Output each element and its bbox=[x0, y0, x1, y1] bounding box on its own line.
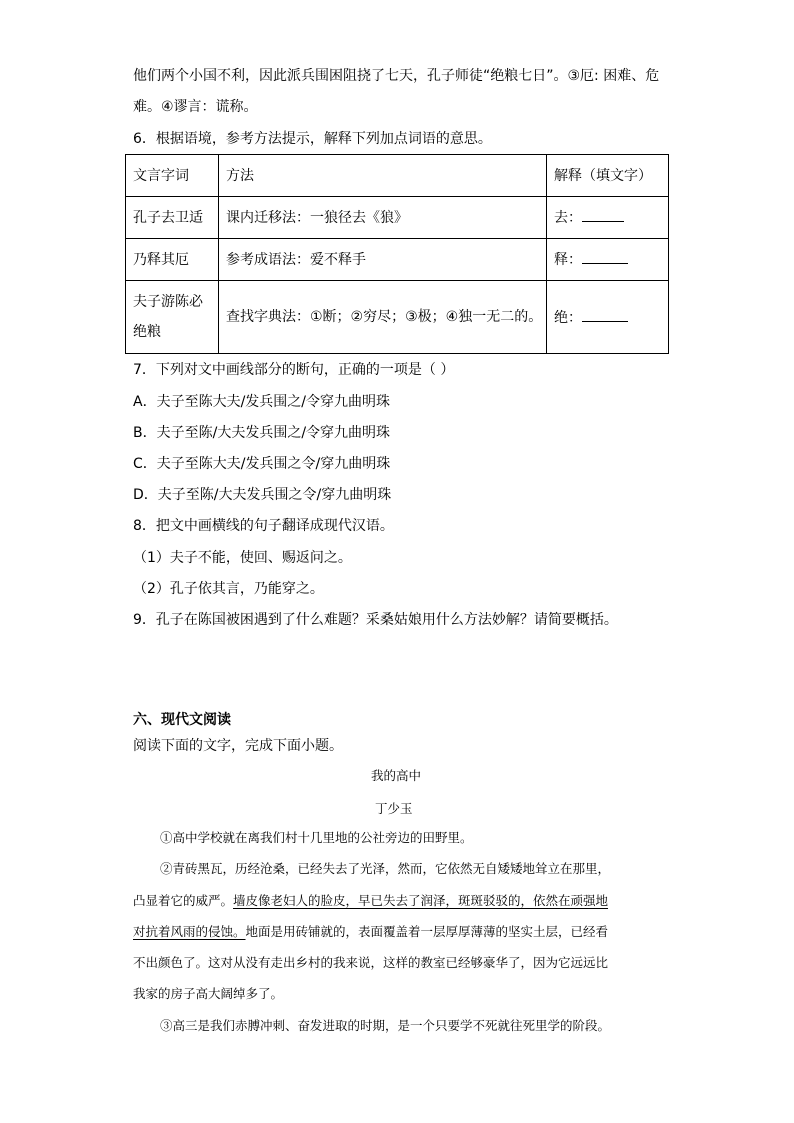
intro-line-2: 难。④谬言：谎称。 bbox=[133, 99, 258, 115]
table-cell-method: 参考成语法：爱不释手 bbox=[219, 239, 547, 281]
paragraph-1: ①高中学校就在离我们村十几里地的公社旁边的田野里。 bbox=[160, 830, 473, 845]
paragraph-2-line bbox=[133, 923, 608, 941]
underlined-text: 墙皮像老妇人的脸皮，早已失去了润泽，斑斑驳驳的，依然在顽强地 bbox=[233, 893, 609, 908]
table-cell-word: 乃释其厄 bbox=[126, 239, 219, 281]
table-cell-word bbox=[126, 281, 219, 354]
plain-text: 凸显着它的威严。 bbox=[133, 893, 234, 908]
table-header-row bbox=[126, 155, 669, 197]
table-cell-answer bbox=[547, 239, 669, 281]
question-8-item: （1）夫子不能，使回、赐返问之。 bbox=[133, 550, 352, 566]
table-cell-method: 查找字典法：①断；②穷尽；③极；④独一无二的。 bbox=[219, 281, 547, 354]
question-9-prompt: 9．孔子在陈国被困遇到了什么难题？采桑姑娘用什么方法妙解？请简要概括。 bbox=[133, 612, 618, 628]
question-8-prompt: 8．把文中画横线的句子翻译成现代汉语。 bbox=[133, 518, 394, 534]
vocab-table bbox=[125, 154, 669, 354]
paragraph-2-line: 不出颜色了。这对从没有走出乡村的我来说，这样的教室已经够豪华了，因为它远远比 bbox=[133, 955, 609, 970]
question-6-prompt: 6．根据语境，参考方法提示，解释下列加点词语的意思。 bbox=[133, 131, 492, 147]
article-title: 我的高中 bbox=[371, 768, 422, 783]
table-cell-word: 孔子去卫适 bbox=[126, 197, 219, 239]
answer-label: 绝： bbox=[554, 309, 582, 326]
option-d[interactable]: D．夫子至陈/大夫发兵围之令/穿九曲明珠 bbox=[133, 487, 392, 503]
answer-blank[interactable] bbox=[582, 307, 628, 322]
answer-label: 去： bbox=[554, 210, 582, 226]
option-a[interactable]: A．夫子至陈大夫/发兵围之/令穿九曲明珠 bbox=[133, 394, 391, 410]
table-cell-answer bbox=[547, 197, 669, 239]
paragraph-3: ③高三是我们赤膊冲刺、奋发进取的时期，是一个只要学不死就往死里学的阶段。 bbox=[160, 1018, 611, 1033]
paragraph-2-line bbox=[133, 892, 608, 910]
table-cell-method: 课内迁移法：一狼径去《狼》 bbox=[219, 197, 547, 239]
word-line-2: 绝粮 bbox=[133, 324, 161, 340]
paragraph-2-line: 我家的房子高大阔绰多了。 bbox=[133, 986, 284, 1001]
plain-text: 地面是用砖铺就的，表面覆盖着一层厚厚薄薄的坚实土层，已经看 bbox=[245, 924, 609, 939]
table-row bbox=[126, 281, 669, 354]
intro-line-1: 他们两个小国不利，因此派兵围困阻挠了七天，孔子师徒“绝粮七日”。③厄: 困难、危 bbox=[133, 68, 660, 84]
table-row bbox=[126, 239, 669, 281]
table-row bbox=[126, 197, 669, 239]
answer-label: 释： bbox=[554, 252, 582, 268]
section-heading: 六、现代文阅读 bbox=[133, 712, 231, 728]
question-7-prompt: 7．下列对文中画线部分的断句，正确的一项是（ ） bbox=[133, 362, 455, 378]
question-8-item: （2）孔子依其言，乃能穿之。 bbox=[133, 581, 324, 597]
table-header: 文言字词 bbox=[126, 155, 219, 197]
word-line-1: 夫子游陈必 bbox=[133, 294, 203, 310]
table-cell-answer bbox=[547, 281, 669, 354]
underlined-text: 对抗着风雨的侵蚀。 bbox=[133, 924, 246, 939]
answer-blank[interactable] bbox=[582, 249, 628, 264]
table-header: 方法 bbox=[219, 155, 547, 197]
article-author: 丁少玉 bbox=[375, 801, 413, 816]
table-header: 解释（填文字） bbox=[547, 155, 669, 197]
section-instruction: 阅读下面的文字，完成下面小题。 bbox=[133, 738, 343, 754]
answer-blank[interactable] bbox=[582, 207, 624, 222]
option-c[interactable]: C．夫子至陈大夫/发兵围之令/穿九曲明珠 bbox=[133, 456, 391, 472]
option-b[interactable]: B．夫子至陈/大夫发兵围之/令穿九曲明珠 bbox=[133, 425, 391, 441]
paragraph-2-line: ②青砖黑瓦，历经沧桑，已经失去了光泽，然而，它依然无自矮矮地耸立在那里， bbox=[160, 861, 611, 876]
